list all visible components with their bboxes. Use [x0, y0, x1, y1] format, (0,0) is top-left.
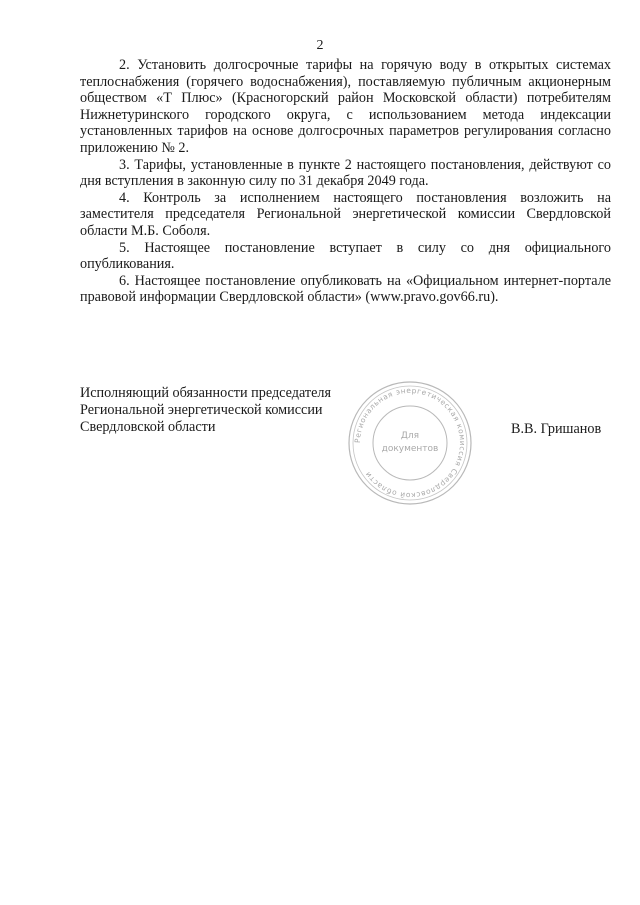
paragraph-4: 4. Контроль за исполнением настоящего постановления возложить на заместителя председателя Региональной энергетической комиссии Свердловской области М.Б. Соболя. — [80, 189, 611, 239]
stamp-center-line-2: документов — [381, 444, 439, 454]
paragraph-5: 5. Настоящее постановление вступает в силу со дня официального опубликования. — [80, 239, 611, 273]
signatory-title-line-1: Исполняющий обязанности председателя — [80, 385, 331, 401]
stamp-center-line-1: Для — [400, 431, 420, 441]
signatory-title-line-2: Региональной энергетической комиссии — [80, 402, 323, 418]
paragraph-6: 6. Настоящее постановление опубликовать на «Официальном интернет-портале правовой информации Свердловской области» (www.pravo.gov66.ru). — [80, 272, 611, 306]
paragraph-3: 3. Тарифы, установленные в пункте 2 настоящего постановления, действуют со дня вступления в законную силу по 31 декабря 2049 года. — [80, 156, 611, 190]
paragraph-2: 2. Установить долгосрочные тарифы на горячую воду в открытых системах теплоснабжения (горячего водоснабжения), поставляемую публичным акционерным обществом «Т Плюс» (Красногорский район Московской области) потребителям Нижнетуринского городского округа, с использованием метода индексации установленных тарифов на основе долгосрочных параметров регулирования согласно приложению № 2. — [80, 57, 611, 156]
signer-name: В.В. Гришанов — [511, 421, 602, 437]
official-stamp-icon — [345, 378, 475, 508]
document-body — [80, 57, 611, 306]
page-number: 2 — [316, 38, 324, 53]
signatory-title-line-3: Свердловской области — [80, 419, 216, 435]
signatory-title — [80, 385, 380, 436]
svg-text:Региональная энергетическая ко — [353, 386, 467, 500]
stamp-outer-text: Региональная энергетическая комиссия Свердловской области — [352, 385, 468, 501]
